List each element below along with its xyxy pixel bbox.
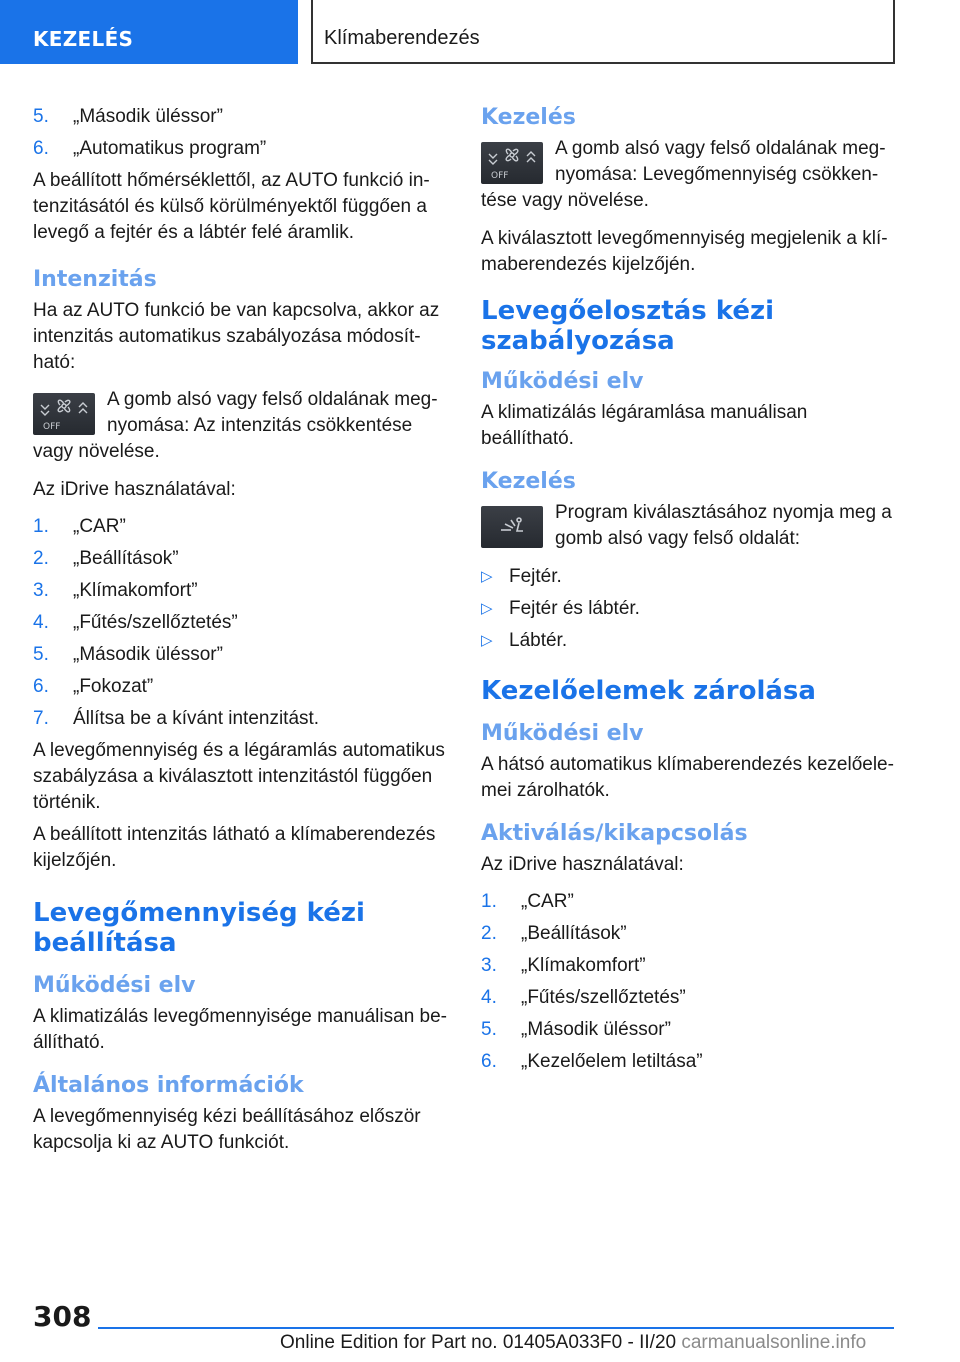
steps-list — [33, 514, 447, 732]
heading-intenzitas: Intenzitás — [33, 267, 157, 292]
right-column — [481, 104, 895, 1081]
chapter-tab: Klímaberendezés — [311, 0, 895, 64]
heading-kezeles: Kezelés — [481, 105, 576, 130]
top-list — [33, 104, 447, 162]
list-item: 5. „Második üléssor” — [481, 1019, 671, 1040]
fan-button-paragraph — [33, 387, 447, 465]
left-column — [33, 104, 447, 1167]
list-item: 6. „Automatikus program” — [33, 138, 267, 159]
heading-levegomennyiseg: Levegőmennyiség kézi beállítása — [33, 898, 365, 958]
heading-mukodesi-elv: Működési elv — [481, 369, 644, 394]
triangle-bullet-icon: ▷ — [481, 568, 493, 585]
list-item: ▷ Fejtér és lábtér. — [481, 596, 895, 622]
list-item: 1. „CAR” — [481, 891, 574, 912]
list-item: 3. „Klímakomfort” — [33, 580, 198, 601]
page-number: 308 — [33, 1300, 92, 1333]
steps-list — [481, 889, 895, 1075]
paragraph: A levegőmennyiség kézi beállításához először kapcsolja ki az AUTO funkciót. — [33, 1106, 421, 1153]
paragraph: A hátsó automatikus klímaberendezés kezelőele-mei zárolhatók. — [481, 754, 894, 801]
off-label: OFF — [491, 171, 509, 181]
paragraph: A klimatizálás levegőmennyisége manuálisan be-állítható. — [33, 1006, 448, 1053]
list-item: 6. „Kezelőelem letiltása” — [481, 1051, 703, 1072]
paragraph-text: A gomb alsó vagy felső oldalának meg-nyomása: Levegőmennyiség csökken-tése vagy növelése. — [481, 138, 886, 211]
list-item: 4. „Fűtés/szellőztetés” — [481, 987, 686, 1008]
triangle-bullet-icon: ▷ — [481, 632, 493, 649]
heading-altalanos: Általános információk — [33, 1073, 304, 1098]
list-item: 1. „CAR” — [33, 516, 126, 537]
paragraph: Az iDrive használatával: — [481, 854, 684, 875]
heading-zarolas: Kezelőelemek zárolása — [481, 676, 816, 706]
fan-button-paragraph — [481, 136, 895, 214]
paragraph: A levegőmennyiség és a légáramlás automatikus szabályzása a kiválasztott intenzitástól függően történik. — [33, 740, 445, 813]
heading-mukodesi-elv: Működési elv — [481, 721, 644, 746]
list-item: 5. „Második üléssor” — [33, 644, 223, 665]
paragraph-text: Program kiválasztásához nyomja meg a gomb alsó vagy felső oldalát: — [555, 502, 892, 549]
airflow-button-icon — [481, 506, 543, 548]
paragraph: A klimatizálás légáramlása manuálisan beállítható. — [481, 402, 808, 449]
fan-button-icon — [33, 393, 95, 435]
heading-aktivalas: Aktiválás/kikapcsolás — [481, 821, 748, 846]
list-item: 6. „Fokozat” — [33, 676, 154, 697]
paragraph: Ha az AUTO funkció be van kapcsolva, akkor az intenzitás automatikus szabályozása módosít-ható: — [33, 300, 440, 373]
list-item: ▷ Fejtér. — [481, 564, 895, 590]
triangle-bullet-icon: ▷ — [481, 600, 493, 617]
off-label: OFF — [43, 422, 61, 432]
fan-button-icon — [481, 142, 543, 184]
footer-edition: Online Edition for Part no. 01405A033F0 - II/20 carmanualsonline.info — [280, 1332, 867, 1353]
heading-mukodesi-elv: Működési elv — [33, 973, 196, 998]
list-item: 2. „Beállítások” — [481, 923, 627, 944]
list-item: 3. „Klímakomfort” — [481, 955, 646, 976]
airflow-options-list — [481, 564, 895, 654]
list-item: 5. „Második üléssor” — [33, 106, 223, 127]
list-item: 2. „Beállítások” — [33, 548, 179, 569]
paragraph: A kiválasztott levegőmennyiség megjelenik a klí-maberendezés kijelzőjén. — [481, 228, 888, 275]
heading-levegoelosztas: Levegőelosztás kézi szabályozása — [481, 296, 775, 356]
list-item: ▷ Lábtér. — [481, 628, 895, 654]
heading-kezeles: Kezelés — [481, 469, 576, 494]
section-tab: KEZELÉS — [0, 0, 298, 64]
watermark: carmanualsonline.info — [681, 1332, 867, 1353]
list-item: 4. „Fűtés/szellőztetés” — [33, 612, 238, 633]
paragraph-text: A gomb alsó vagy felső oldalának meg-nyomása: Az intenzitás csökkentése vagy növelése. — [33, 389, 438, 462]
paragraph: A beállított intenzitás látható a klímaberendezés kijelzőjén. — [33, 824, 436, 871]
paragraph: A beállított hőmérséklettől, az AUTO funkció in-tenzitásától és külső körülményektől függően a levegő a fejtér és a lábtér felé áramlik. — [33, 170, 430, 243]
footer-divider — [98, 1327, 894, 1329]
paragraph: Az iDrive használatával: — [33, 479, 236, 500]
list-item: 7. Állítsa be a kívánt intenzitást. — [33, 708, 320, 729]
airflow-button-paragraph — [481, 500, 895, 552]
